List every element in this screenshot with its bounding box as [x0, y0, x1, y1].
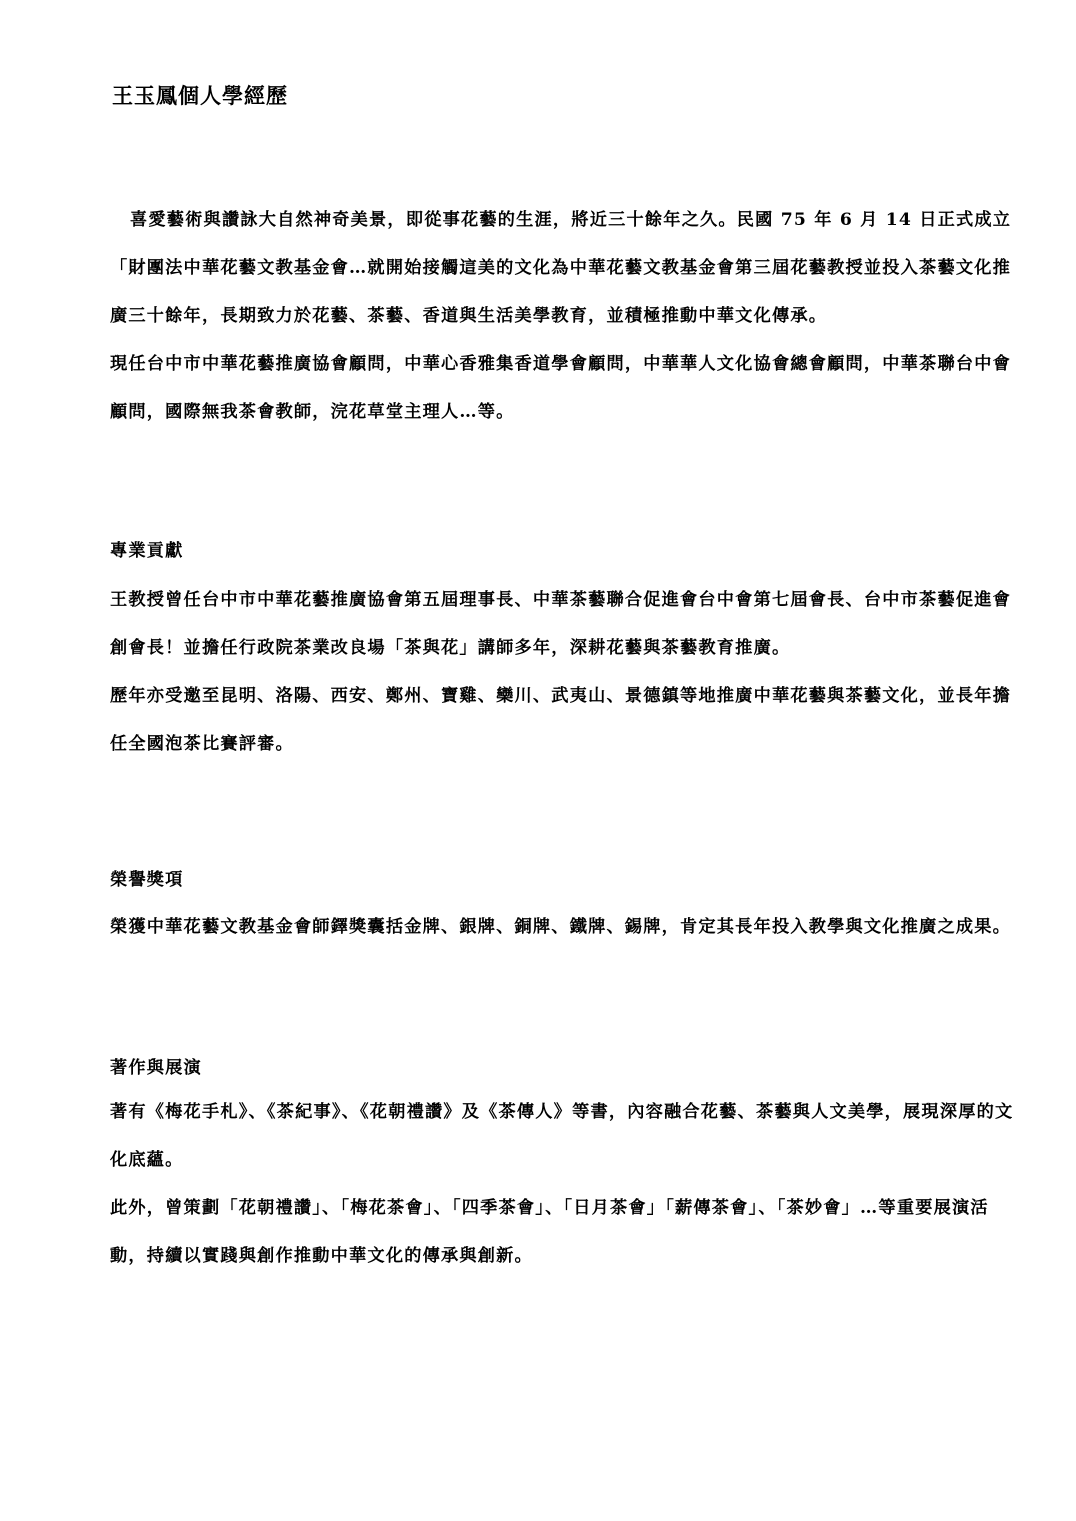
- contributions-paragraph-1: 王教授曾任台中市中華花藝推廣協會第五屆理事長、中華茶藝聯合促進會台中會第七屆會長、台中市茶藝促進會創會長！並擔任行政院茶業改良場「茶與花」講師多年，深耕花藝與茶藝教育推廣。: [110, 590, 1011, 658]
- contributions-heading: 專業貢獻: [110, 541, 184, 561]
- works-paragraph-2: 此外，曾策劃「花朝禮讚」、「梅花茶會」、「四季茶會」、「日月茶會」「薪傳茶會」、「茶妙會」…等重要展演活動，持續以實踐與創作推動中華文化的傳承與創新。: [110, 1198, 989, 1266]
- contributions-section: [110, 576, 1025, 768]
- works-section: [110, 1088, 1025, 1280]
- intro-section: [110, 196, 1025, 436]
- intro-paragraph-1: 喜愛藝術與讚詠大自然神奇美景，即從事花藝的生涯，將近三十餘年之久。民國 75 年 6 月 14 日正式成立「財團法中華花藝文教基金會…就開始接觸這美的文化為中華花藝文教基金會第三屆花藝教授並投入茶藝文化推廣三十餘年，長期致力於花藝、茶藝、香道與生活美學教育，並積極推動中華文化傳承。: [110, 210, 1012, 326]
- honors-section: [110, 903, 1025, 951]
- contributions-paragraph-2: 歷年亦受邀至昆明、洛陽、西安、鄭州、寶雞、欒川、武夷山、景德鎮等地推廣中華花藝與茶藝文化，並長年擔任全國泡茶比賽評審。: [110, 686, 1011, 754]
- honors-paragraph-1: 榮獲中華花藝文教基金會師鐸獎囊括金牌、銀牌、銅牌、鐵牌、錫牌，肯定其長年投入教學與文化推廣之成果。: [110, 917, 1011, 937]
- works-heading: 著作與展演: [110, 1058, 202, 1078]
- works-paragraph-1: 著有《梅花手札》、《茶紀事》、《花朝禮讚》及《茶傳人》等書，內容融合花藝、茶藝與人文美學，展現深厚的文化底蘊。: [110, 1102, 1014, 1170]
- document-title: 王玉鳳個人學經歷: [112, 83, 288, 108]
- honors-heading: 榮譽獎項: [110, 870, 184, 890]
- intro-paragraph-2: 現任台中市中華花藝推廣協會顧問，中華心香雅集香道學會顧問，中華華人文化協會總會顧問，中華茶聯台中會顧問，國際無我茶會教師，浣花草堂主理人…等。: [110, 354, 1011, 422]
